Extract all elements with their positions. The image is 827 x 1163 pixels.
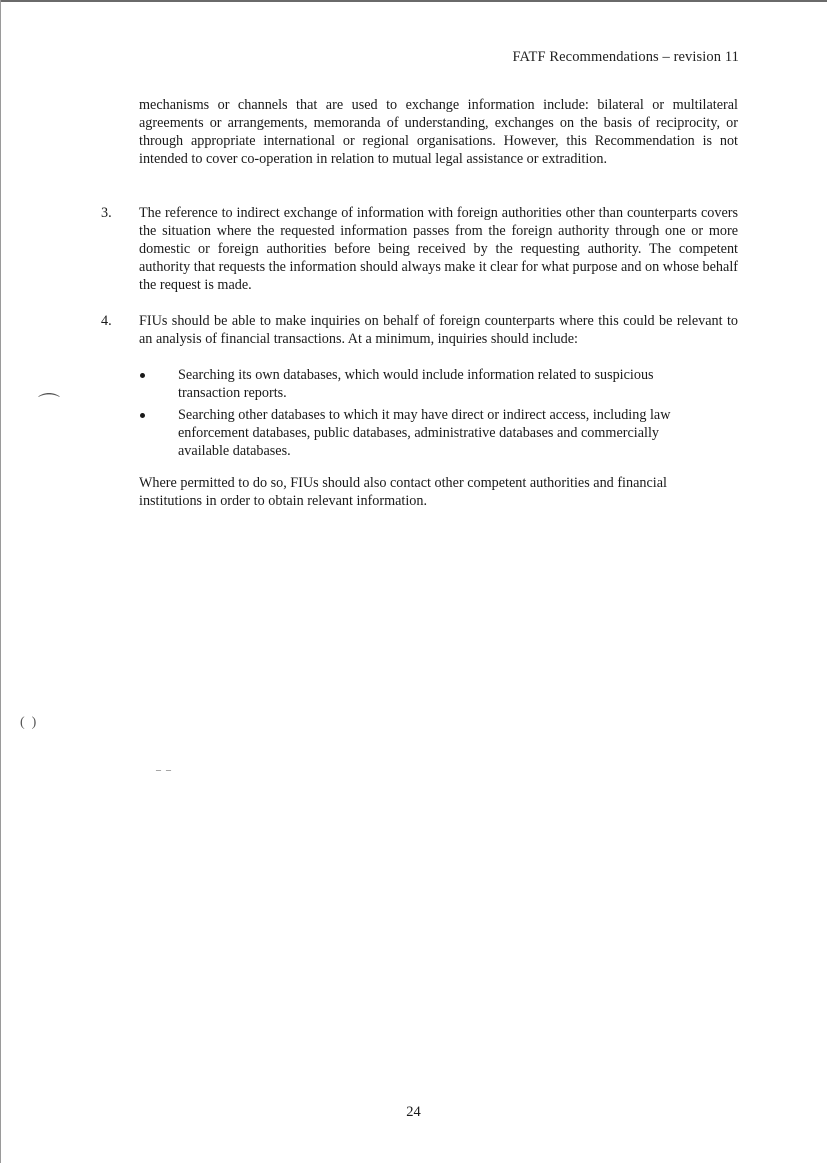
bullet-text: Searching its own databases, which would include information related to suspicious transaction reports. xyxy=(178,367,654,401)
bullet-item xyxy=(139,366,699,402)
page-number: 24 xyxy=(406,1104,421,1120)
item-number-3: 3. xyxy=(101,205,112,221)
item-paragraph-4: FIUs should be able to make inquiries on behalf of foreign counterparts where this could be relevant to an analysis of financial transactions. At a minimum, inquiries should include: xyxy=(139,313,738,347)
scan-speck-icon: ‒ ‒ xyxy=(156,765,171,776)
running-header: FATF Recommendations – revision 11 xyxy=(512,49,739,65)
item-paragraph-3: The reference to indirect exchange of information with foreign authorities other than counterparts covers the situation where the requested information passes from the foreign authority through one or more domestic or foreign authorities before being received by the requesting authority. The competent authority that requests the information should always make it clear for what purpose and on whose behalf the request is made. xyxy=(139,205,738,293)
continuation-paragraph: mechanisms or channels that are used to exchange information include: bilateral or multilateral agreements or arrangements, memoranda of understanding, exchanges on the basis of reciprocity, or through appropriate international or regional organisations. However, this Recommendation is not intended to cover co-operation in relation to mutual legal assistance or extradition. xyxy=(139,97,738,167)
bullet-item xyxy=(139,406,699,460)
closing-paragraph: Where permitted to do so, FIUs should also contact other competent authorities and financial institutions in order to obtain relevant information. xyxy=(139,475,667,509)
item-number-4: 4. xyxy=(101,313,112,329)
bullet-dot-icon xyxy=(140,373,145,378)
scan-top-edge xyxy=(0,0,827,2)
punch-hole-mark-icon: ( ) xyxy=(20,715,37,730)
scan-left-edge xyxy=(0,0,1,1163)
bullet-text: Searching other databases to which it may have direct or indirect access, including law enforcement databases, public databases, administrative databases and commercially available databases. xyxy=(178,407,671,459)
punch-hole-mark-icon: ⌒ xyxy=(38,392,61,417)
bullet-dot-icon xyxy=(140,413,145,418)
inquiry-bullet-list xyxy=(139,366,699,464)
